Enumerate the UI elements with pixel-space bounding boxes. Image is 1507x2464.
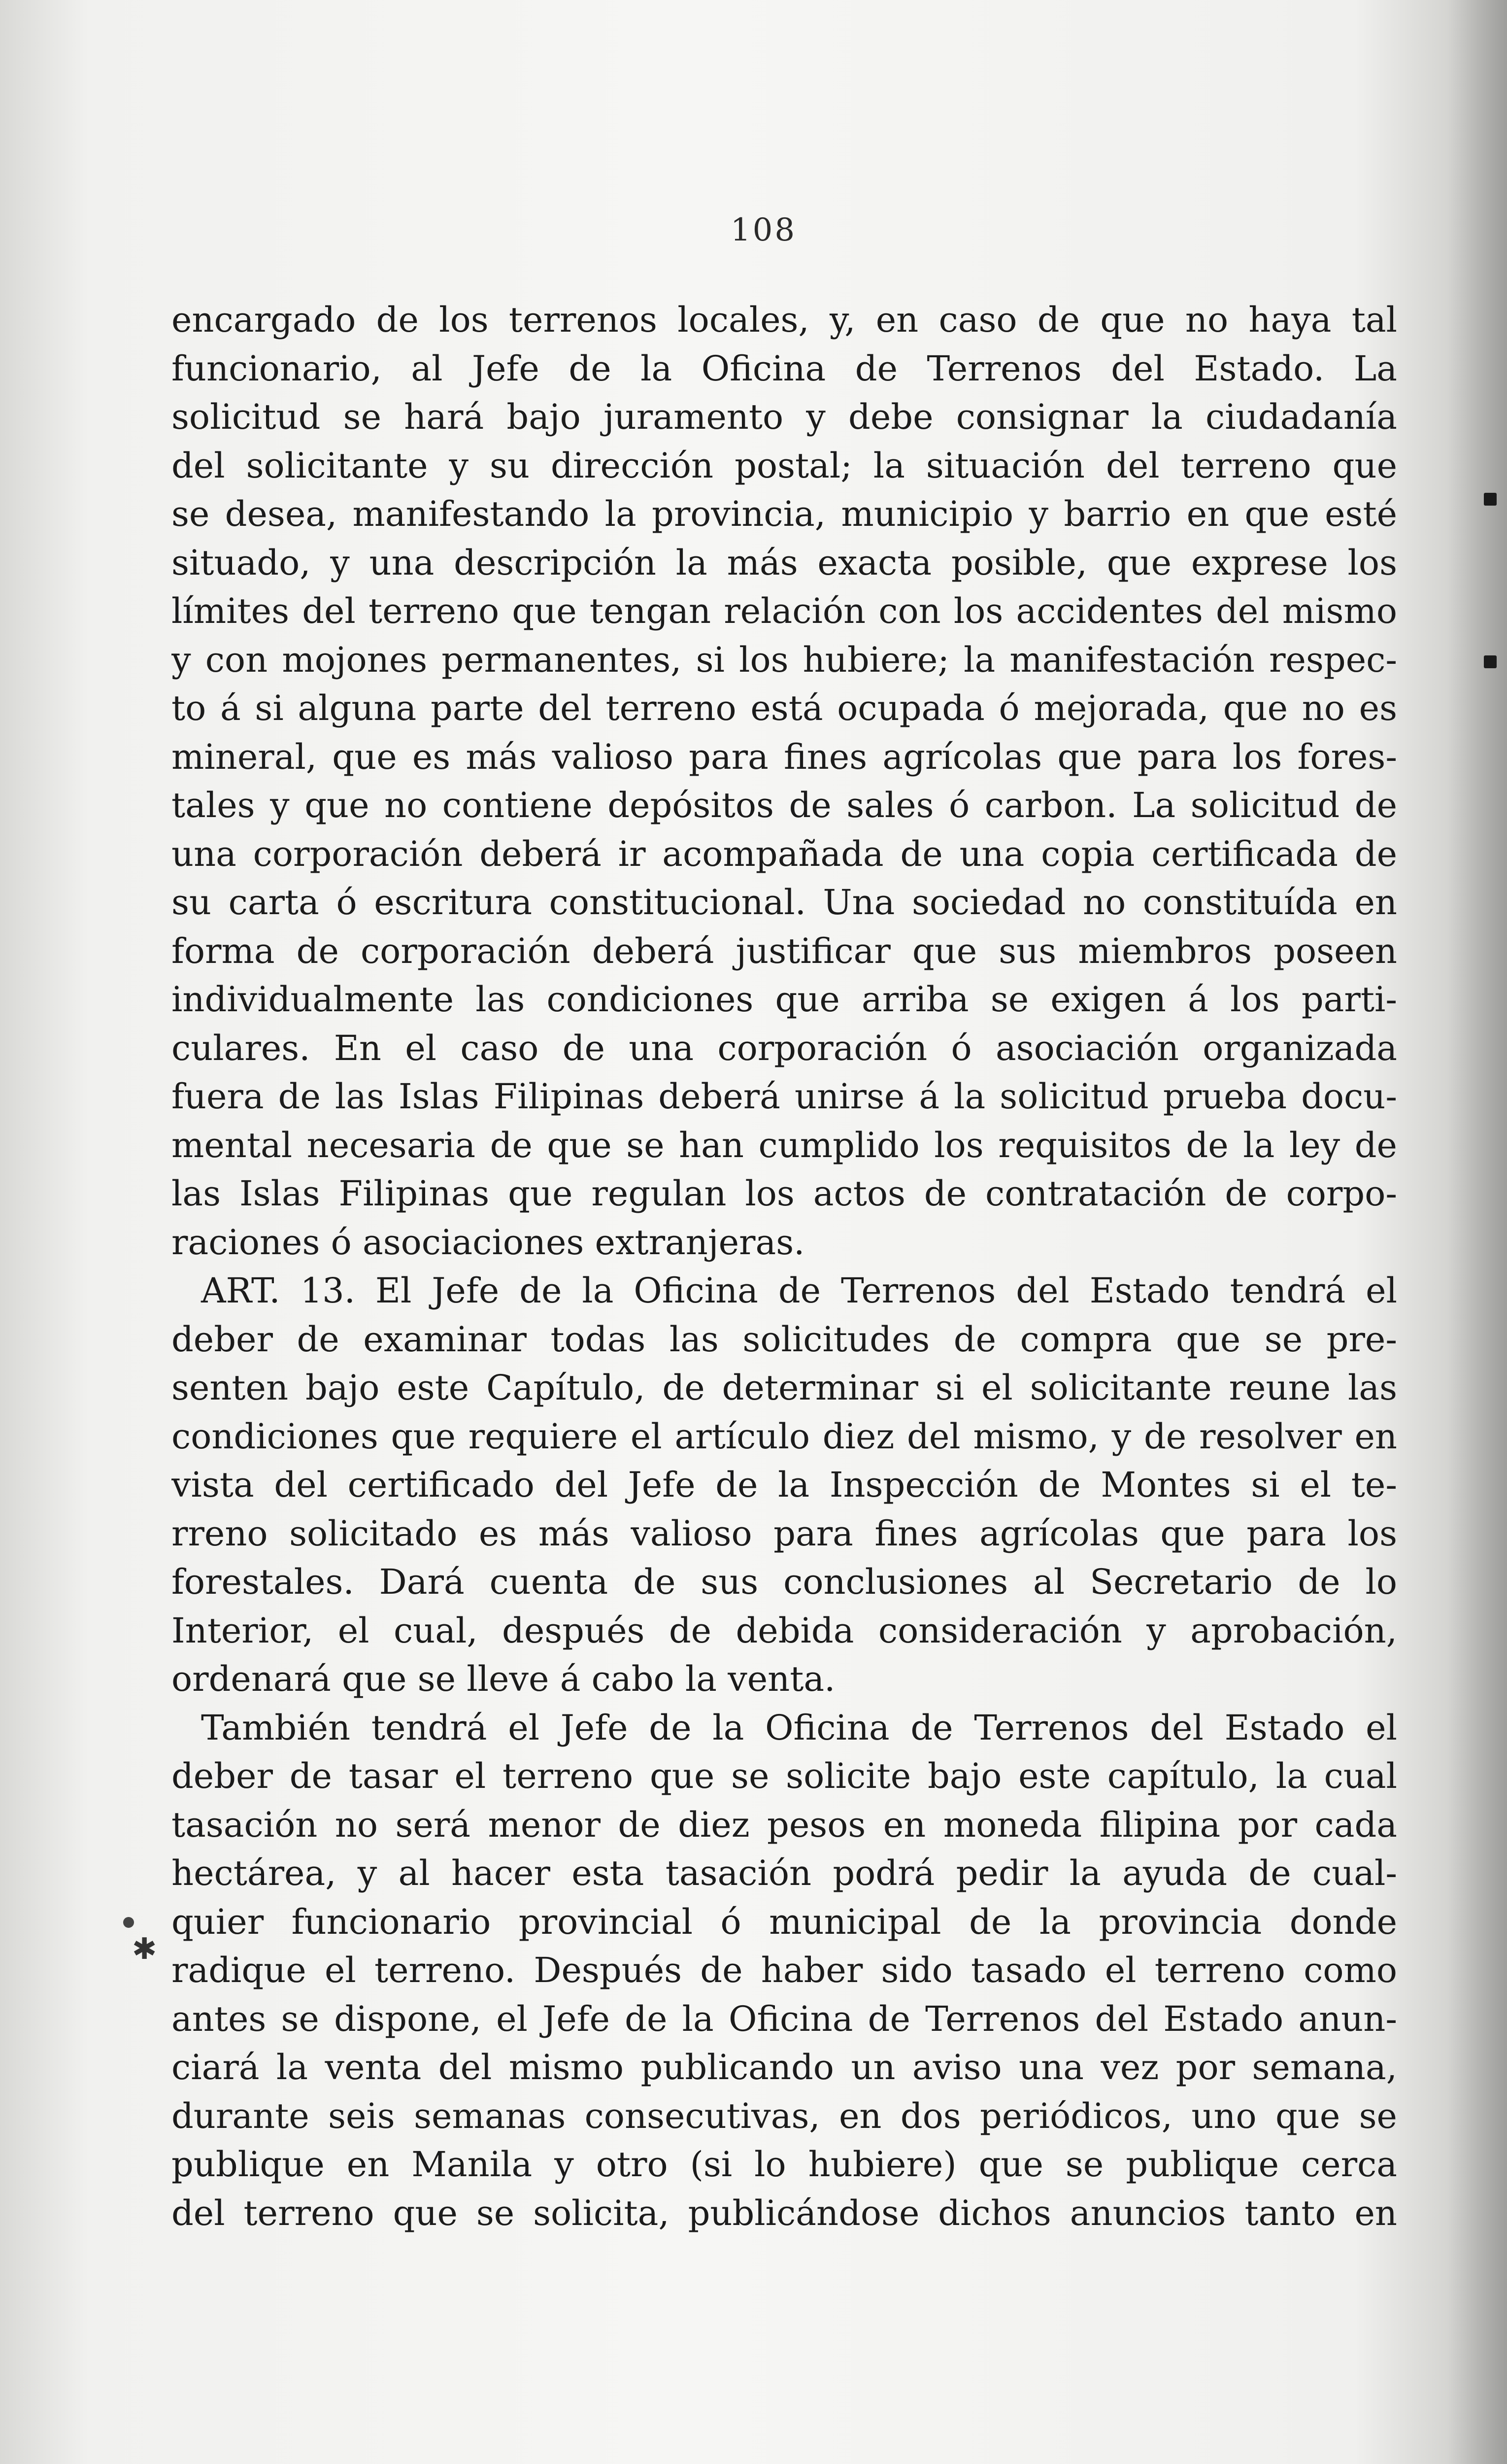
text-line: condiciones que requiere el artículo diez del mismo, y de resolver en [171, 1416, 1397, 1457]
margin-mark [1484, 655, 1497, 668]
text-line: del solicitante y su dirección postal; la situación del terreno que [171, 445, 1397, 486]
text-line: vista del certificado del Jefe de la Inspección de Montes si el te- [171, 1465, 1397, 1505]
text-line: y con mojones permanentes, si los hubiere; la manifestación respec- [171, 639, 1397, 680]
text-line: ordenará que se lleve á cabo la venta. [171, 1659, 836, 1699]
text-line: se desea, manifestando la provincia, municipio y barrio en que esté [171, 494, 1397, 534]
text-line: individualmente las condiciones que arriba se exigen á los parti- [171, 979, 1397, 1020]
text-line: forestales. Dará cuenta de sus conclusiones al Secretario de lo [171, 1562, 1397, 1602]
text-line: ART. 13. El Jefe de la Oficina de Terrenos del Estado tendrá el [201, 1270, 1397, 1311]
text-line: mental necesaria de que se han cumplido los requisitos de la ley de [171, 1125, 1397, 1165]
text-line: las Islas Filipinas que regulan los actos de contratación de corpo- [171, 1173, 1397, 1214]
text-line: radique el terreno. Después de haber sido tasado el terreno como [171, 1950, 1397, 1990]
text-line: antes se dispone, el Jefe de la Oficina de Terrenos del Estado anun- [171, 1998, 1397, 2039]
margin-speck [123, 1917, 134, 1928]
page-edge-shadow [1448, 0, 1507, 2464]
text-line: culares. En el caso de una corporación ó asociación organizada [171, 1027, 1397, 1068]
text-line: hectárea, y al hacer esta tasación podrá pedir la ayuda de cual- [171, 1853, 1397, 1893]
margin-mark [1484, 493, 1497, 506]
text-line: rreno solicitado es más valioso para fines agrícolas que para los [171, 1513, 1397, 1554]
text-line: También tendrá el Jefe de la Oficina de Terrenos del Estado el [201, 1707, 1397, 1748]
text-line: to á si alguna parte del terreno está ocupada ó mejorada, que no es [171, 688, 1397, 728]
text-line: ciará la venta del mismo publicando un aviso una vez por semana, [171, 2047, 1397, 2088]
text-line: publique en Manila y otro (si lo hubiere) que se publique cerca [171, 2144, 1397, 2185]
text-line: funcionario, al Jefe de la Oficina de Terrenos del Estado. La [171, 348, 1397, 389]
text-line: forma de corporación deberá justificar que sus miembros poseen [171, 930, 1397, 971]
text-line: fuera de las Islas Filipinas deberá unirse á la solicitud prueba docu- [171, 1076, 1397, 1117]
text-line: mineral, que es más valioso para fines agrícolas que para los fores- [171, 736, 1397, 777]
text-line: situado, y una descripción la más exacta posible, que exprese los [171, 542, 1397, 583]
text-line: límites del terreno que tengan relación con los accidentes del mismo [171, 591, 1397, 631]
text-line: deber de tasar el terreno que se solicite bajo este capítulo, la cual [171, 1756, 1397, 1796]
text-line: Interior, el cual, después de debida consideración y aprobación, [171, 1610, 1397, 1651]
text-line: encargado de los terrenos locales, y, en caso de que no haya tal [171, 300, 1397, 340]
text-line: raciones ó asociaciones extranjeras. [171, 1222, 805, 1263]
page-number: 108 [730, 212, 797, 248]
text-line: quier funcionario provincial ó municipal de la provincia donde [171, 1901, 1397, 1942]
text-line: deber de examinar todas las solicitudes de compra que se pre- [171, 1319, 1397, 1360]
body-text [171, 296, 1397, 2237]
text-line: tasación no será menor de diez pesos en moneda filipina por cada [171, 1804, 1397, 1845]
margin-asterisk: ✱ [132, 1932, 157, 1966]
text-line: su carta ó escritura constitucional. Una sociedad no constituída en [171, 882, 1397, 923]
text-line: senten bajo este Capítulo, de determinar si el solicitante reune las [171, 1368, 1397, 1408]
text-line: del terreno que se solicita, publicándose dichos anuncios tanto en [171, 2192, 1397, 2233]
text-line: tales y que no contiene depósitos de sales ó carbon. La solicitud de [171, 785, 1397, 825]
text-line: solicitud se hará bajo juramento y debe consignar la ciudadanía [171, 397, 1397, 437]
text-line: durante seis semanas consecutivas, en dos periódicos, uno que se [171, 2095, 1397, 2136]
text-line: una corporación deberá ir acompañada de una copia certificada de [171, 833, 1397, 874]
